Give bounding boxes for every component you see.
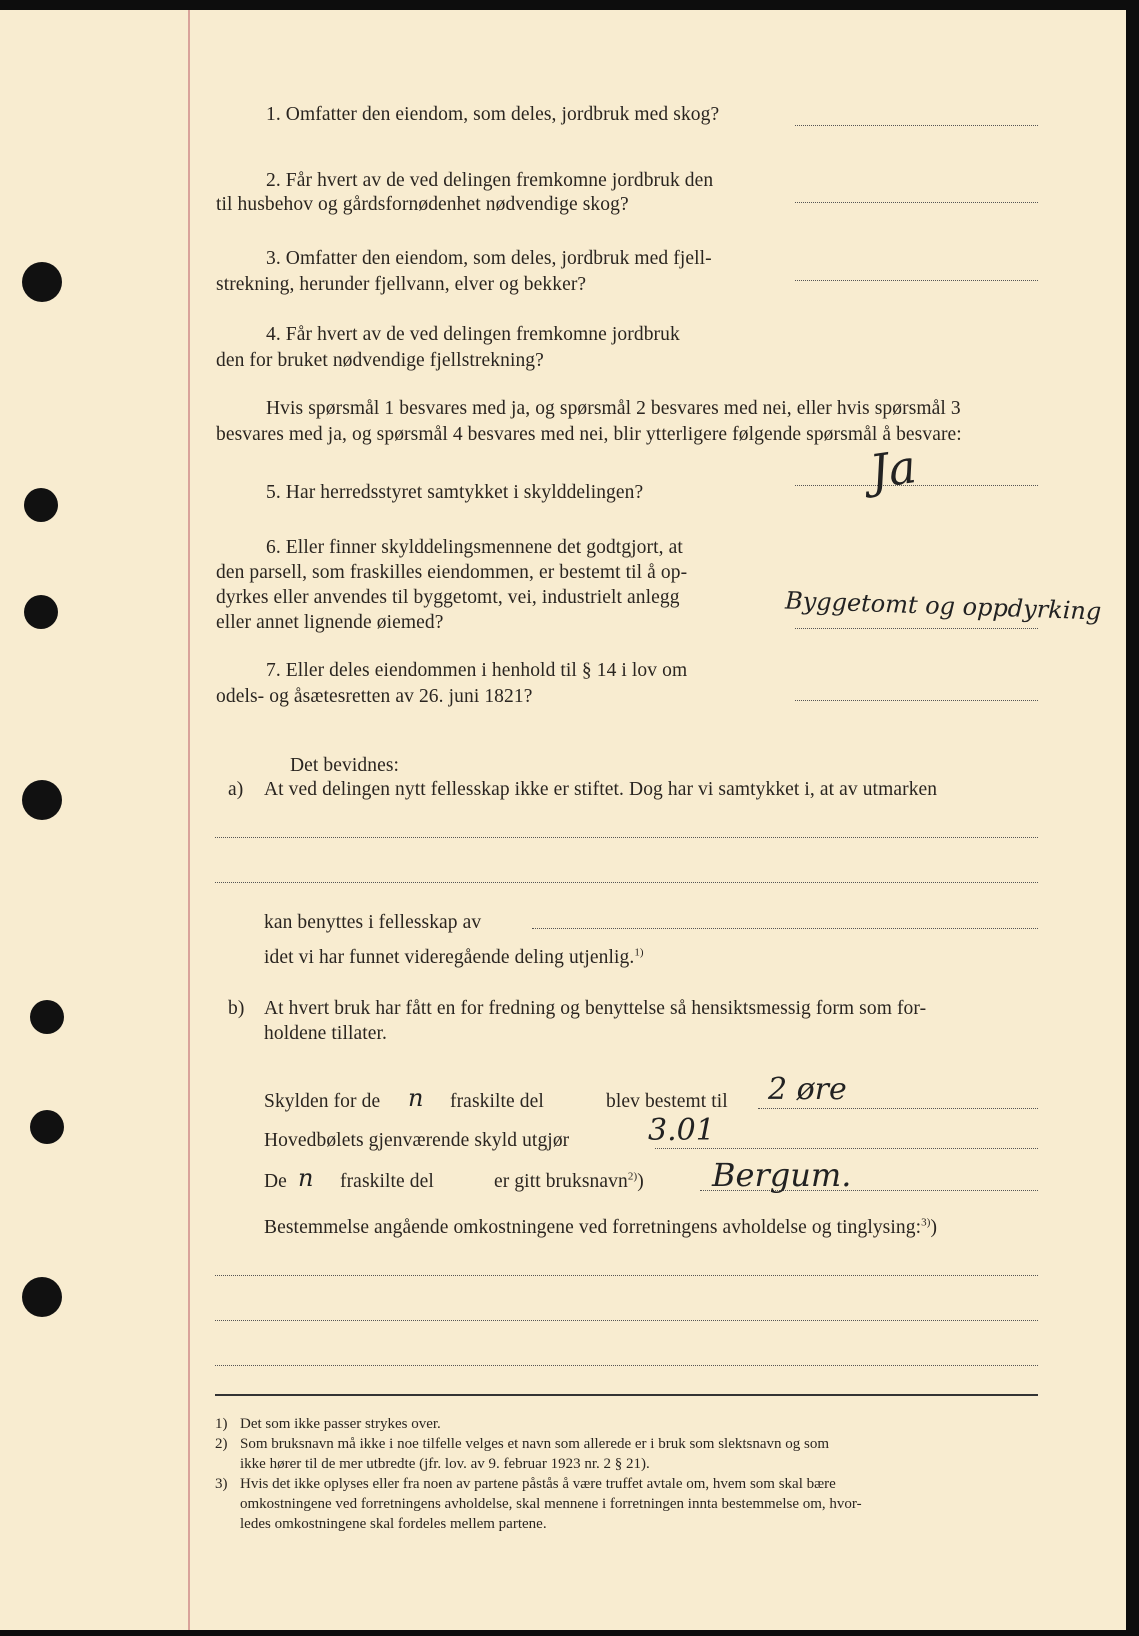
question-4-line2: den for bruket nødvendige fjellstrekning?	[216, 350, 544, 371]
hovedbol-line[interactable]	[655, 1148, 1038, 1149]
answer-line-3[interactable]	[795, 280, 1038, 281]
omkostninger-line1[interactable]	[215, 1275, 1038, 1276]
answer-line-6[interactable]	[795, 628, 1038, 629]
question-3-line2: strekning, herunder fjellvann, elver og bekker?	[216, 274, 587, 295]
skyld-hand-n: n	[408, 1084, 424, 1112]
attest-b-line2: holdene tillater.	[264, 1023, 387, 1044]
hovedbol-value: 3.01	[648, 1113, 715, 1148]
bruksnavn-label-c: er gitt bruksnavn$^{2)}$)	[494, 1170, 644, 1192]
attest-a-text: At ved delingen nytt fellesskap ikke er stiftet. Dog har vi samtykket i, at av utmarken	[264, 779, 938, 800]
attest-a-line2[interactable]	[215, 882, 1038, 883]
question-4-line1: 4. Får hvert av de ved delingen fremkomne jordbruk	[266, 324, 680, 345]
condition-line1: Hvis spørsmål 1 besvares med ja, og spørsmål 2 besvares med nei, eller hvis spørsmål 3	[266, 398, 961, 419]
punch-hole	[22, 780, 62, 820]
footnote-2-mark: 2)	[215, 1436, 228, 1452]
omkostninger-line2[interactable]	[215, 1320, 1038, 1321]
attest-a-line1[interactable]	[215, 837, 1038, 838]
bruksnavn-label-b: fraskilte del	[340, 1171, 434, 1192]
omkostninger-label: Bestemmelse angående omkostningene ved forretningens avholdelse og tinglysing:$^{3)}$)	[264, 1216, 938, 1238]
footnote-rule	[215, 1394, 1038, 1396]
punch-hole	[24, 595, 58, 629]
handwritten-answer-6: Byggetomt og oppdyrking	[784, 586, 1102, 626]
question-6-line1: 6. Eller finner skylddelingsmennene det godtgjort, at	[266, 537, 683, 558]
skyld-label-b: fraskilte del	[450, 1091, 544, 1112]
attest-b-label: b)	[228, 998, 245, 1019]
bruksnavn-label-a: De	[264, 1171, 287, 1192]
footnote-2-line1: Som bruksnavn må ikke i noe tilfelle velges et navn som allerede er i bruk som slektsnavn og som	[240, 1436, 830, 1452]
skyld-label-a: Skylden for de	[264, 1091, 381, 1112]
punch-hole	[30, 1110, 64, 1144]
handwritten-answer-5: Ja	[866, 439, 920, 499]
skyld-label-c: blev bestemt til	[606, 1091, 728, 1112]
question-7-line2: odels- og åsætesretten av 26. juni 1821?	[216, 686, 533, 707]
bruksnavn-value: Bergum.	[712, 1156, 852, 1194]
footnote-ref: 1)	[634, 946, 644, 959]
question-3-line1: 3. Omfatter den eiendom, som deles, jordbruk med fjell-	[266, 248, 712, 269]
footnote-3-line1: Hvis det ikke oplyses eller fra noen av partene påstås å være truffet avtale om, hvem som skal bære	[240, 1476, 836, 1492]
question-5: 5. Har herredsstyret samtykket i skylddelingen?	[266, 482, 644, 503]
bruksnavn-hand-n: n	[298, 1164, 314, 1192]
footnote-ref: 2)	[627, 1170, 638, 1183]
attest-heading: Det bevidnes:	[290, 755, 400, 776]
question-2-line1: 2. Får hvert av de ved delingen fremkomne jordbruk den	[266, 170, 714, 191]
punch-hole	[22, 262, 62, 302]
answer-line-7[interactable]	[795, 700, 1038, 701]
question-1: 1. Omfatter den eiendom, som deles, jordbruk med skog?	[266, 104, 720, 125]
punch-hole	[22, 1277, 62, 1317]
attest-a-use: kan benyttes i fellesskap av	[264, 912, 482, 933]
question-7-line1: 7. Eller deles eiendommen i henhold til § 14 i lov om	[266, 660, 688, 681]
skyld-value: 2 øre	[768, 1072, 847, 1107]
margin-line	[188, 10, 190, 1630]
footnote-3-mark: 3)	[215, 1476, 228, 1492]
question-6-line4: eller annet lignende øiemed?	[216, 612, 444, 633]
footnote-2-line2: ikke hører til de mer utbredte (jfr. lov. av 9. februar 1923 nr. 2 § 21).	[240, 1456, 650, 1472]
footnote-1: Det som ikke passer strykes over.	[240, 1416, 441, 1432]
omkostninger-line3[interactable]	[215, 1365, 1038, 1366]
footnote-1-mark: 1)	[215, 1416, 228, 1432]
question-2-line2: til husbehov og gårdsfornødenhet nødvendige skog?	[216, 194, 629, 215]
answer-line-2[interactable]	[795, 202, 1038, 203]
footnote-ref: 3)	[921, 1216, 931, 1229]
attest-a-reason: idet vi har funnet videregående deling utjenlig.$^{1)}$	[264, 946, 644, 968]
hovedbol-label: Hovedbølets gjenværende skyld utgjør	[264, 1130, 570, 1151]
skyld-line[interactable]	[758, 1108, 1038, 1109]
punch-hole	[24, 488, 58, 522]
punch-hole	[30, 1000, 64, 1034]
condition-line2: besvares med ja, og spørsmål 4 besvares med nei, blir ytterligere følgende spørsmål å besvare:	[216, 424, 962, 445]
document-page	[0, 10, 1126, 1630]
question-6-line3: dyrkes eller anvendes til byggetomt, vei, industrielt anlegg	[216, 587, 680, 608]
answer-line-1[interactable]	[795, 125, 1038, 126]
footnote-3-line2: omkostningene ved forretningens avholdelse, skal mennene i forretningen innta bestemmelse om, hvor-	[240, 1496, 862, 1512]
attest-b-line1: At hvert bruk har fått en for fredning og benyttelse så hensiktsmessig form som for-	[264, 998, 927, 1019]
footnote-3-line3: ledes omkostningene skal fordeles mellem partene.	[240, 1516, 547, 1532]
attest-a-use-line[interactable]	[532, 928, 1038, 929]
question-6-line2: den parsell, som fraskilles eiendommen, er bestemt til å op-	[216, 562, 688, 583]
attest-a-label: a)	[228, 779, 244, 800]
